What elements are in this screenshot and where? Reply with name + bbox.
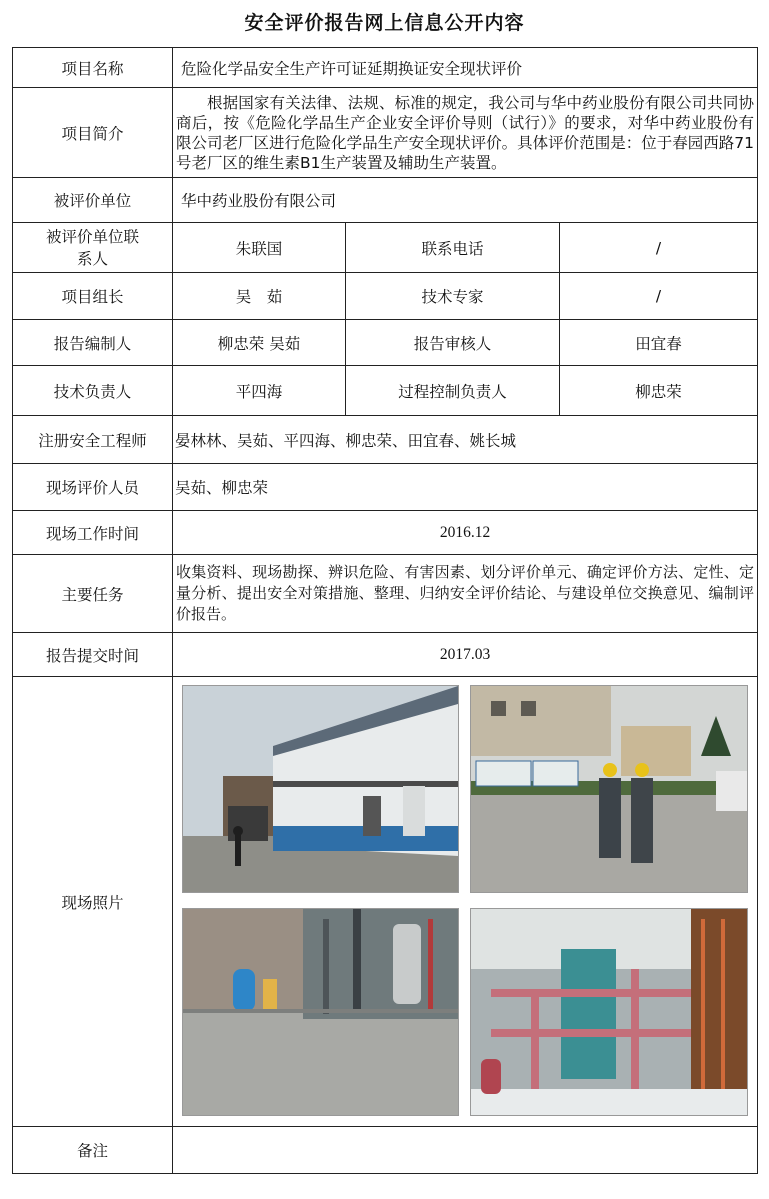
engineers-label: 注册安全工程师 <box>13 416 173 464</box>
process-label: 过程控制负责人 <box>346 366 560 416</box>
leader-label: 项目组长 <box>13 273 173 320</box>
compiler-label: 报告编制人 <box>13 320 173 366</box>
remarks-label: 备注 <box>13 1127 173 1174</box>
evaluated-unit-label: 被评价单位 <box>13 178 173 223</box>
row-remarks <box>13 1127 758 1174</box>
expert-label: 技术专家 <box>346 273 560 320</box>
row-leader <box>13 273 758 320</box>
row-site-staff <box>13 464 758 511</box>
tasks-value: 收集资料、现场勘探、辨识危险、有害因素、划分评价单元、确定评价方法、定性、定量分析、提出安全对策措施、整理、归纳安全评价结论、与建设单位交换意见、编制评价报告。 <box>173 555 758 633</box>
project-intro-text: 根据国家有关法律、法规、标准的规定，我公司与华中药业股份有限公司共同协商后，按《危险化学品生产企业安全评价导则（试行）》的要求，对华中药业股份有限公司老厂区进行危险化学品生产安全现状评价。具体评价范围是：位于春园西路71号老厂区的维生素B1生产装置及辅助生产装置。 <box>176 93 754 172</box>
row-project-name <box>13 48 758 88</box>
photo-grid <box>173 678 757 1126</box>
row-photos <box>13 677 758 1127</box>
phone-value: / <box>560 223 758 273</box>
site-photo-tank <box>182 908 459 1116</box>
row-project-intro <box>13 88 758 178</box>
site-time-label: 现场工作时间 <box>13 511 173 555</box>
phone-label: 联系电话 <box>346 223 560 273</box>
tech-lead-label: 技术负责人 <box>13 366 173 416</box>
row-tech-lead <box>13 366 758 416</box>
submit-time-value: 2017.03 <box>173 633 758 677</box>
process-value: 柳忠荣 <box>560 366 758 416</box>
project-intro-cell <box>173 88 758 178</box>
info-table <box>12 47 758 1174</box>
project-name-value: 危险化学品安全生产许可证延期换证安全现状评价 <box>173 48 758 88</box>
site-photo-pipes <box>470 908 748 1116</box>
contact-label-cell <box>13 223 173 273</box>
row-contact <box>13 223 758 273</box>
page-title: 安全评价报告网上信息公开内容 <box>244 12 525 34</box>
site-photo-building <box>182 685 459 893</box>
project-intro-label: 项目简介 <box>13 88 173 178</box>
contact-value: 朱联国 <box>173 223 346 273</box>
reviewer-label: 报告审核人 <box>346 320 560 366</box>
reviewer-value: 田宜春 <box>560 320 758 366</box>
tasks-label: 主要任务 <box>13 555 173 633</box>
row-compiler <box>13 320 758 366</box>
site-staff-value: 吴茹、柳忠荣 <box>173 464 758 511</box>
row-engineers <box>13 416 758 464</box>
tech-lead-value: 平四海 <box>173 366 346 416</box>
engineers-value: 晏林林、吴茹、平四海、柳忠荣、田宜春、姚长城 <box>173 416 758 464</box>
remarks-value <box>173 1127 758 1174</box>
project-name-label: 项目名称 <box>13 48 173 88</box>
evaluated-unit-value: 华中药业股份有限公司 <box>173 178 758 223</box>
submit-time-label: 报告提交时间 <box>13 633 173 677</box>
site-time-value: 2016.12 <box>173 511 758 555</box>
photos-label: 现场照片 <box>13 677 173 1127</box>
row-evaluated-unit <box>13 178 758 223</box>
row-submit-time <box>13 633 758 677</box>
leader-value: 吴 茹 <box>173 273 346 320</box>
site-photo-workers <box>470 685 748 893</box>
row-tasks <box>13 555 758 633</box>
photos-cell <box>173 677 758 1127</box>
contact-label: 被评价单位联系人 <box>46 227 140 268</box>
site-staff-label: 现场评价人员 <box>13 464 173 511</box>
compiler-value: 柳忠荣 吴茹 <box>173 320 346 366</box>
expert-value: / <box>560 273 758 320</box>
row-site-time <box>13 511 758 555</box>
